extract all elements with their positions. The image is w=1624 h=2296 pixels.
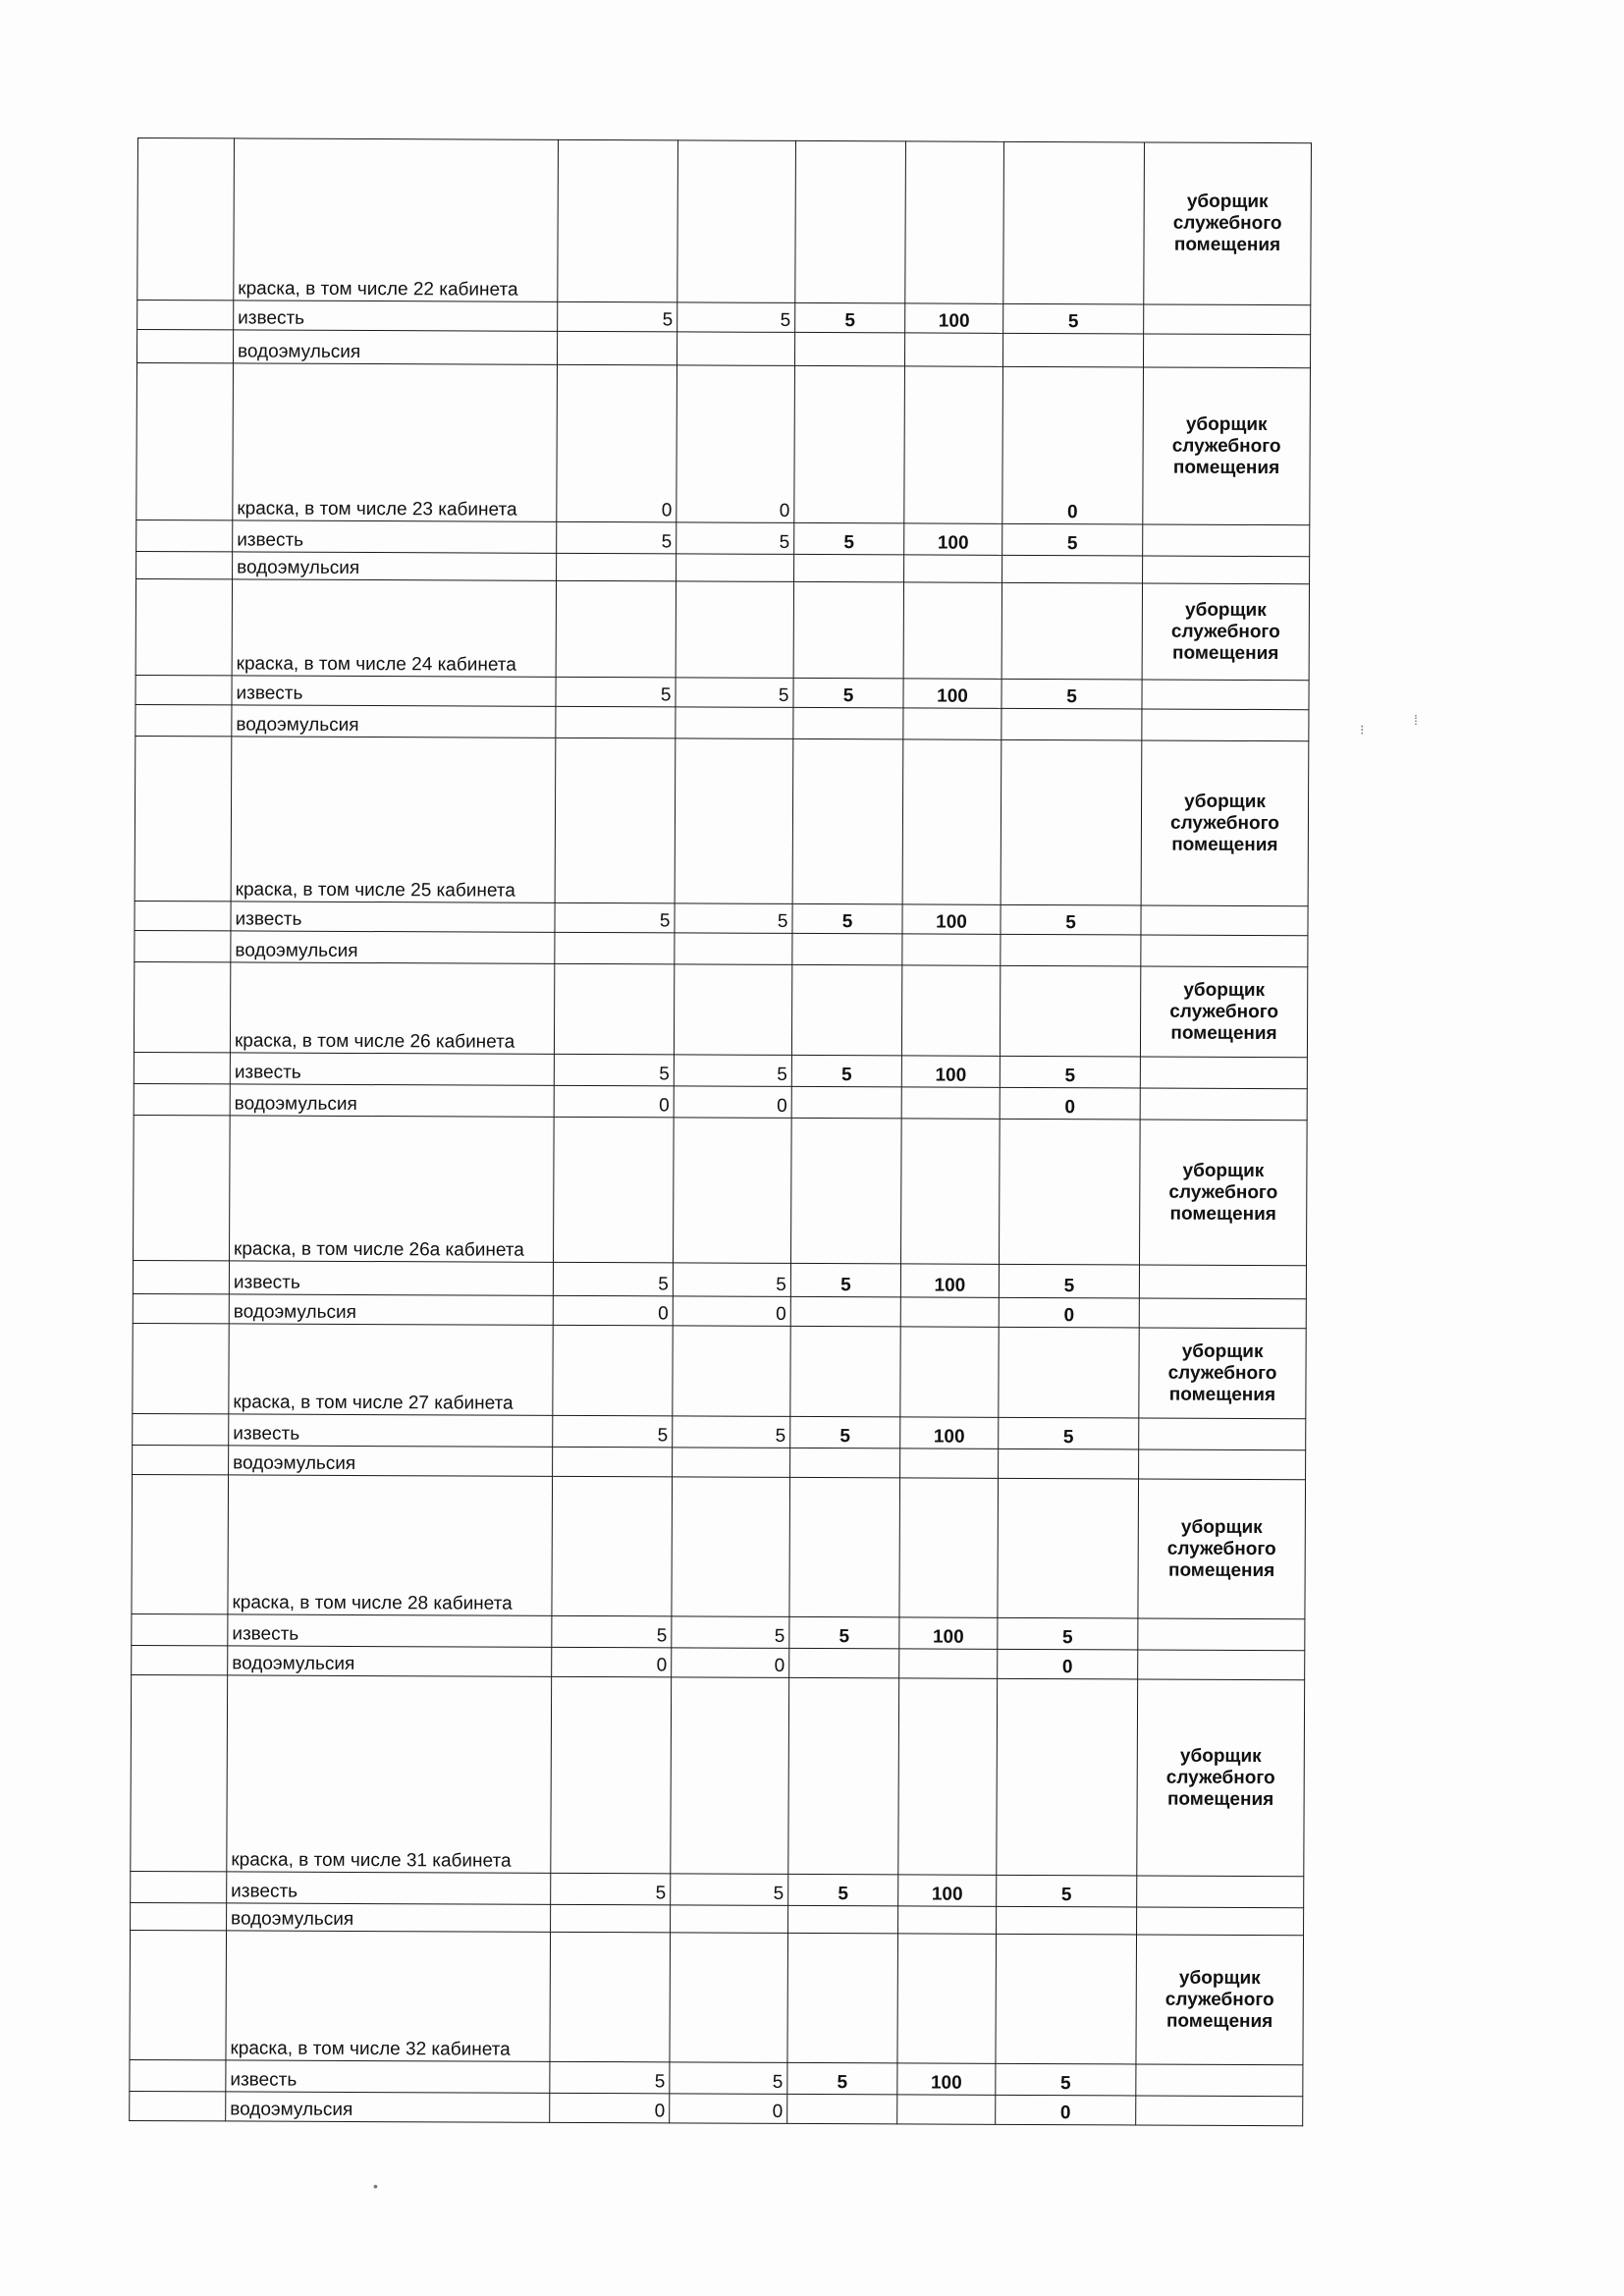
responsible-cell: уборщик служебного помещения bbox=[1143, 367, 1311, 525]
value-cell-v2: 5 bbox=[675, 903, 792, 934]
value-cell-v5 bbox=[999, 1327, 1139, 1418]
value-cell-v5 bbox=[997, 1906, 1137, 1935]
value-cell-v2 bbox=[677, 554, 794, 582]
value-cell-v1 bbox=[558, 139, 678, 302]
value-cell-v4 bbox=[904, 333, 1002, 366]
table-row bbox=[134, 961, 1307, 1057]
value-cell-v2 bbox=[673, 1448, 790, 1478]
value-cell-v3 bbox=[792, 933, 902, 964]
value-cell-v3: 5 bbox=[792, 903, 902, 933]
material-cell: водоэмульсия bbox=[233, 552, 557, 580]
responsible-cell bbox=[1137, 1907, 1304, 1936]
row-index-cell bbox=[135, 675, 232, 704]
row-index-cell bbox=[133, 1323, 229, 1413]
value-cell-v4: 100 bbox=[899, 1617, 998, 1649]
value-cell-v1: 5 bbox=[553, 1262, 673, 1296]
value-cell-v5: 5 bbox=[1002, 523, 1143, 556]
value-cell-v3 bbox=[792, 738, 903, 903]
responsible-cell bbox=[1142, 680, 1309, 710]
value-cell-v1: 5 bbox=[557, 521, 677, 554]
value-cell-v4: 100 bbox=[900, 1264, 999, 1297]
responsible-cell bbox=[1139, 1418, 1306, 1450]
responsible-cell bbox=[1139, 1298, 1306, 1329]
value-cell-v4 bbox=[902, 934, 1001, 965]
value-cell-v1: 5 bbox=[558, 301, 677, 332]
material-cell: краска, в том числе 24 кабинета bbox=[232, 579, 556, 677]
row-index-cell bbox=[136, 551, 233, 578]
table-row bbox=[134, 1115, 1308, 1265]
value-cell-v2: 0 bbox=[670, 2094, 787, 2124]
value-cell-v3: 5 bbox=[787, 2062, 897, 2094]
value-cell-v3: 5 bbox=[791, 1055, 901, 1086]
value-cell-v2: 5 bbox=[674, 1055, 791, 1087]
value-cell-v5 bbox=[1003, 141, 1145, 304]
value-cell-v3: 5 bbox=[790, 1263, 900, 1296]
value-cell-v4 bbox=[904, 555, 1002, 582]
value-cell-v1 bbox=[550, 1932, 671, 2062]
responsible-cell bbox=[1139, 1449, 1306, 1480]
material-cell: известь bbox=[226, 2060, 550, 2093]
value-cell-v1 bbox=[557, 553, 677, 581]
row-index-cell bbox=[137, 138, 235, 301]
value-cell-v2: 5 bbox=[671, 1874, 788, 1906]
value-cell-v5 bbox=[998, 1478, 1139, 1618]
material-cell: известь bbox=[230, 1053, 554, 1085]
value-cell-v3 bbox=[789, 1477, 900, 1616]
row-index-cell bbox=[132, 1645, 228, 1674]
responsible-cell bbox=[1138, 1650, 1305, 1680]
value-cell-v1 bbox=[555, 738, 676, 903]
responsible-cell bbox=[1136, 2096, 1303, 2126]
responsible-cell: уборщик служебного помещения bbox=[1141, 740, 1309, 906]
value-cell-v3 bbox=[794, 332, 904, 365]
value-cell-v1 bbox=[556, 706, 676, 738]
responsible-cell: уборщик служебного помещения bbox=[1137, 1679, 1305, 1877]
row-index-cell bbox=[132, 1613, 228, 1645]
value-cell-v4 bbox=[900, 1327, 999, 1417]
value-cell-v4: 100 bbox=[898, 1875, 997, 1906]
row-index-cell bbox=[135, 736, 232, 901]
responsible-cell bbox=[1142, 709, 1309, 741]
value-cell-v5: 5 bbox=[1000, 1056, 1140, 1088]
row-index-cell bbox=[133, 1293, 229, 1323]
value-cell-v1: 5 bbox=[551, 1873, 671, 1905]
table-row bbox=[136, 363, 1311, 525]
table-row bbox=[136, 551, 1310, 583]
value-cell-v4 bbox=[903, 582, 1001, 679]
responsible-cell bbox=[1141, 935, 1308, 967]
value-cell-v2: 5 bbox=[677, 522, 794, 555]
responsible-cell bbox=[1144, 304, 1311, 335]
value-cell-v3 bbox=[794, 365, 905, 522]
row-index-cell bbox=[136, 363, 234, 520]
value-cell-v3 bbox=[793, 707, 903, 738]
responsible-cell: уборщик служебного помещения bbox=[1144, 142, 1312, 305]
value-cell-v2: 5 bbox=[676, 678, 793, 708]
value-cell-v1: 0 bbox=[554, 1085, 674, 1118]
value-cell-v5: 0 bbox=[998, 1649, 1138, 1679]
value-cell-v4 bbox=[901, 965, 1000, 1056]
material-cell: краска, в том числе 28 кабинета bbox=[228, 1475, 553, 1615]
value-cell-v3 bbox=[790, 1326, 900, 1416]
value-cell-v2 bbox=[670, 1933, 788, 2063]
table-row bbox=[137, 138, 1312, 305]
value-cell-v5: 5 bbox=[998, 1617, 1138, 1650]
responsible-cell: уборщик служебного помещения bbox=[1142, 583, 1309, 681]
table-row bbox=[132, 1645, 1305, 1679]
value-cell-v1 bbox=[551, 1676, 672, 1874]
value-cell-v4: 100 bbox=[897, 2063, 996, 2095]
material-cell: краска, в том числе 27 кабинета bbox=[229, 1324, 553, 1415]
material-cell: водоэмульсия bbox=[229, 1294, 553, 1325]
row-index-cell bbox=[135, 930, 231, 961]
materials-table-body bbox=[130, 138, 1312, 2126]
value-cell-v1: 5 bbox=[554, 1054, 674, 1086]
material-cell: водоэмульсия bbox=[230, 1084, 554, 1117]
responsible-cell bbox=[1139, 1265, 1306, 1299]
value-cell-v2: 0 bbox=[674, 1086, 791, 1119]
table-row bbox=[133, 1293, 1306, 1328]
responsible-cell bbox=[1138, 1618, 1305, 1651]
row-index-cell bbox=[130, 2059, 226, 2091]
table-row bbox=[133, 1445, 1306, 1479]
value-cell-v2: 5 bbox=[673, 1416, 790, 1449]
value-cell-v4 bbox=[900, 1297, 999, 1327]
table-row bbox=[131, 1674, 1305, 1876]
row-index-cell bbox=[134, 1115, 231, 1260]
value-cell-v2 bbox=[671, 1905, 788, 1934]
value-cell-v3: 5 bbox=[795, 302, 905, 332]
value-cell-v2: 0 bbox=[673, 1296, 790, 1327]
responsible-cell: уборщик служебного помещения bbox=[1138, 1479, 1306, 1619]
value-cell-v5: 0 bbox=[1000, 1087, 1140, 1120]
value-cell-v1 bbox=[554, 1117, 675, 1263]
value-cell-v5 bbox=[1002, 555, 1143, 583]
material-cell: краска, в том числе 31 кабинета bbox=[227, 1675, 552, 1873]
value-cell-v3 bbox=[789, 1648, 899, 1677]
responsible-cell: уборщик служебного помещения bbox=[1140, 966, 1307, 1058]
value-cell-v5 bbox=[1001, 708, 1142, 740]
value-cell-v3 bbox=[791, 1118, 902, 1263]
row-index-cell bbox=[131, 1871, 227, 1902]
material-cell: известь bbox=[229, 1414, 553, 1447]
material-cell: краска, в том числе 23 кабинета bbox=[233, 363, 558, 521]
value-cell-v4 bbox=[900, 1449, 999, 1478]
value-cell-v3 bbox=[791, 1086, 901, 1118]
table-row bbox=[130, 2059, 1303, 2096]
value-cell-v4 bbox=[898, 1906, 997, 1934]
row-index-cell bbox=[134, 1083, 230, 1115]
value-cell-v2 bbox=[675, 738, 793, 904]
responsible-cell bbox=[1140, 1088, 1307, 1121]
scan-speck: • bbox=[373, 2178, 378, 2194]
material-cell: краска, в том числе 22 кабинета bbox=[234, 138, 559, 301]
table-row bbox=[130, 1930, 1304, 2064]
material-cell: известь bbox=[233, 520, 557, 553]
value-cell-v2 bbox=[675, 933, 792, 965]
value-cell-v3 bbox=[791, 964, 901, 1055]
table-row bbox=[136, 519, 1310, 556]
value-cell-v1: 5 bbox=[555, 902, 675, 933]
material-cell: известь bbox=[234, 301, 558, 331]
value-cell-v5: 5 bbox=[999, 1417, 1139, 1449]
responsible-cell bbox=[1143, 556, 1310, 584]
material-cell: водоэмульсия bbox=[231, 931, 555, 963]
value-cell-v1: 0 bbox=[553, 1295, 673, 1326]
row-index-cell bbox=[133, 1260, 229, 1293]
value-cell-v3: 5 bbox=[790, 1416, 900, 1448]
value-cell-v5: 5 bbox=[1003, 303, 1144, 334]
table-row bbox=[136, 330, 1310, 368]
value-cell-v2: 5 bbox=[672, 1616, 789, 1649]
value-cell-v1 bbox=[555, 932, 675, 964]
value-cell-v5 bbox=[1000, 1119, 1141, 1265]
value-cell-v1 bbox=[556, 580, 676, 678]
value-cell-v2 bbox=[676, 581, 793, 679]
table-row bbox=[135, 930, 1308, 966]
material-cell: водоэмульсия bbox=[228, 1646, 552, 1676]
responsible-cell bbox=[1141, 905, 1308, 936]
value-cell-v5 bbox=[997, 1678, 1138, 1876]
value-cell-v2: 5 bbox=[673, 1263, 790, 1297]
row-index-cell bbox=[131, 1902, 227, 1930]
value-cell-v3 bbox=[788, 1905, 898, 1933]
material-cell: краска, в том числе 26 кабинета bbox=[230, 962, 554, 1054]
responsible-cell bbox=[1137, 1876, 1304, 1908]
material-cell: водоэмульсия bbox=[227, 1903, 551, 1932]
value-cell-v5: 0 bbox=[999, 1297, 1139, 1328]
value-cell-v5 bbox=[1001, 739, 1142, 905]
responsible-cell: уборщик служебного помещения bbox=[1136, 1935, 1304, 2065]
value-cell-v4 bbox=[897, 1934, 997, 2063]
row-index-cell bbox=[136, 519, 233, 551]
value-cell-v5: 5 bbox=[997, 1875, 1137, 1907]
table-row bbox=[133, 1413, 1306, 1449]
value-cell-v4 bbox=[899, 1649, 998, 1678]
value-cell-v5: 5 bbox=[999, 1264, 1139, 1298]
table-row bbox=[135, 704, 1309, 740]
value-cell-v1: 5 bbox=[552, 1615, 672, 1648]
value-cell-v5 bbox=[1002, 333, 1143, 367]
value-cell-v2 bbox=[673, 1326, 790, 1417]
value-cell-v5 bbox=[999, 1449, 1139, 1479]
material-cell: водоэмульсия bbox=[232, 705, 556, 738]
value-cell-v4 bbox=[898, 1678, 998, 1875]
material-cell: краска, в том числе 32 кабинета bbox=[226, 1931, 551, 2061]
table-row bbox=[133, 1260, 1306, 1298]
value-cell-v2: 0 bbox=[672, 1648, 789, 1678]
material-cell: водоэмульсия bbox=[229, 1446, 553, 1476]
table-row bbox=[132, 1474, 1306, 1618]
row-index-cell bbox=[135, 578, 232, 675]
value-cell-v4 bbox=[899, 1478, 999, 1617]
value-cell-v2 bbox=[674, 1118, 792, 1264]
value-cell-v5 bbox=[1001, 582, 1142, 680]
value-cell-v4: 100 bbox=[904, 523, 1002, 555]
responsible-cell: уборщик служебного помещения bbox=[1140, 1120, 1308, 1266]
value-cell-v3: 5 bbox=[788, 1874, 898, 1905]
value-cell-v1 bbox=[553, 1325, 673, 1416]
material-cell: краска, в том числе 25 кабинета bbox=[231, 737, 556, 902]
material-cell: водоэмульсия bbox=[226, 2092, 550, 2122]
table-row bbox=[132, 1613, 1305, 1650]
scan-speck: ⁞ bbox=[1414, 712, 1418, 728]
responsible-cell bbox=[1143, 334, 1310, 368]
value-cell-v2 bbox=[676, 707, 793, 739]
materials-table bbox=[129, 137, 1312, 2126]
material-cell: известь bbox=[229, 1261, 553, 1295]
material-cell: водоэмульсия bbox=[233, 330, 557, 364]
material-cell: известь bbox=[231, 902, 555, 932]
value-cell-v4 bbox=[901, 1119, 1001, 1264]
value-cell-v4: 100 bbox=[905, 303, 1003, 333]
responsible-cell bbox=[1143, 524, 1310, 557]
value-cell-v5 bbox=[1001, 934, 1141, 966]
value-cell-v3 bbox=[788, 1677, 899, 1874]
value-cell-v5: 5 bbox=[996, 2063, 1136, 2096]
table-row bbox=[134, 1083, 1307, 1120]
value-cell-v1: 5 bbox=[556, 677, 676, 707]
row-index-cell bbox=[135, 704, 232, 736]
row-index-cell bbox=[134, 1052, 230, 1083]
value-cell-v1: 5 bbox=[550, 2061, 670, 2094]
responsible-cell bbox=[1136, 2064, 1303, 2097]
row-index-cell bbox=[132, 1474, 229, 1613]
row-index-cell bbox=[133, 1445, 229, 1474]
value-cell-v4 bbox=[902, 739, 1001, 904]
value-cell-v2: 0 bbox=[677, 365, 795, 523]
value-cell-v4 bbox=[903, 708, 1001, 739]
value-cell-v3 bbox=[787, 2094, 897, 2123]
value-cell-v4 bbox=[904, 366, 1003, 523]
value-cell-v5: 5 bbox=[1001, 679, 1142, 709]
value-cell-v2 bbox=[672, 1477, 790, 1617]
value-cell-v1 bbox=[553, 1447, 673, 1477]
value-cell-v1 bbox=[557, 331, 677, 365]
value-cell-v2 bbox=[671, 1677, 789, 1875]
value-cell-v1 bbox=[554, 963, 674, 1055]
value-cell-v3: 5 bbox=[789, 1616, 899, 1648]
value-cell-v2: 5 bbox=[670, 2062, 787, 2095]
value-cell-v5: 0 bbox=[1002, 366, 1144, 524]
value-cell-v5: 5 bbox=[1001, 904, 1141, 935]
value-cell-v1: 5 bbox=[553, 1415, 673, 1448]
value-cell-v1: 0 bbox=[552, 1647, 672, 1677]
value-cell-v4: 100 bbox=[902, 904, 1001, 934]
material-cell: известь bbox=[227, 1872, 551, 1904]
value-cell-v5 bbox=[996, 1934, 1137, 2064]
value-cell-v4: 100 bbox=[900, 1417, 999, 1449]
value-cell-v4 bbox=[897, 2095, 996, 2124]
table-row bbox=[135, 578, 1309, 680]
row-index-cell bbox=[130, 1930, 227, 2059]
value-cell-v1 bbox=[551, 1904, 671, 1933]
row-index-cell bbox=[135, 901, 231, 930]
material-cell: краска, в том числе 26а кабинета bbox=[230, 1116, 555, 1262]
responsible-cell: уборщик служебного помещения bbox=[1139, 1328, 1306, 1419]
table-row bbox=[134, 1052, 1307, 1088]
material-cell: известь bbox=[232, 676, 556, 706]
value-cell-v3 bbox=[790, 1296, 900, 1326]
responsible-cell bbox=[1140, 1057, 1307, 1089]
table-row bbox=[133, 1323, 1306, 1418]
row-index-cell bbox=[137, 301, 234, 330]
value-cell-v3 bbox=[794, 554, 904, 581]
value-cell-v1 bbox=[552, 1476, 673, 1616]
value-cell-v3 bbox=[790, 1448, 900, 1477]
value-cell-v5 bbox=[1000, 965, 1140, 1057]
row-index-cell bbox=[136, 330, 233, 363]
value-cell-v1: 0 bbox=[550, 2093, 670, 2123]
value-cell-v3 bbox=[787, 1933, 898, 2062]
value-cell-v2 bbox=[674, 964, 791, 1056]
value-cell-v2 bbox=[677, 332, 794, 366]
value-cell-v3: 5 bbox=[794, 522, 904, 554]
value-cell-v5: 0 bbox=[996, 2095, 1136, 2125]
value-cell-v4: 100 bbox=[903, 679, 1001, 708]
value-cell-v3: 5 bbox=[793, 678, 903, 707]
value-cell-v3 bbox=[793, 581, 903, 678]
value-cell-v3 bbox=[795, 140, 906, 302]
material-cell: известь bbox=[228, 1614, 552, 1647]
value-cell-v4: 100 bbox=[901, 1056, 1000, 1087]
value-cell-v4 bbox=[901, 1087, 1000, 1119]
table-row bbox=[135, 736, 1309, 905]
value-cell-v1: 0 bbox=[557, 364, 677, 522]
table-row bbox=[131, 1902, 1304, 1935]
table-row bbox=[130, 2091, 1303, 2125]
row-index-cell bbox=[133, 1413, 229, 1445]
value-cell-v4 bbox=[905, 141, 1004, 303]
scan-speck: ⁝ bbox=[1360, 722, 1365, 738]
value-cell-v2 bbox=[677, 140, 796, 303]
table-row bbox=[131, 1871, 1304, 1907]
row-index-cell bbox=[134, 961, 230, 1052]
value-cell-v2: 5 bbox=[677, 302, 795, 333]
row-index-cell bbox=[130, 2091, 226, 2120]
row-index-cell bbox=[131, 1674, 228, 1871]
